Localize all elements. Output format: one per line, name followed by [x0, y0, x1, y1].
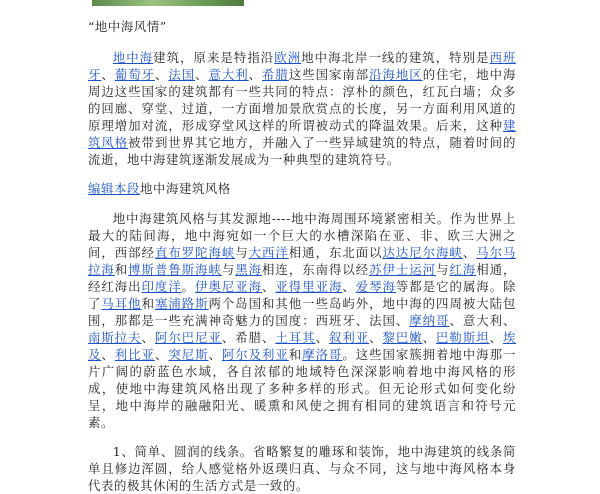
text-run: 这些国家南部: [288, 67, 370, 82]
wiki-link[interactable]: 大西洋: [248, 245, 289, 260]
text-run: 和: [288, 347, 303, 362]
text-run: 和: [114, 262, 129, 277]
text-run: 、: [101, 347, 115, 362]
text-run: 被带到世界其它地方，并融入了一些异域建筑的特点，随着时间的流逝，地中海建筑逐渐发展成为一种典型的建筑符号。: [88, 135, 516, 167]
wiki-link[interactable]: 阿尔及利亚: [221, 347, 289, 362]
wiki-link[interactable]: 阿尔巴尼亚: [154, 330, 222, 345]
wiki-link[interactable]: 意大利: [208, 67, 249, 82]
wiki-link[interactable]: 利比亚: [114, 347, 155, 362]
text-run: 、: [342, 279, 356, 294]
text-run: 、: [315, 330, 329, 345]
wiki-link[interactable]: 突尼斯: [168, 347, 209, 362]
text-run: 和: [141, 296, 155, 311]
text-run: 等都是它的属海。除了: [88, 279, 516, 311]
wiki-link[interactable]: 马尔马拉海: [88, 245, 516, 277]
article-content: [88, 18, 516, 494]
text-run: 、: [422, 330, 437, 345]
wiki-link[interactable]: 塞浦路斯: [154, 296, 209, 311]
text-run: 的住宅，地中海周边这些国家的建筑都有一些共同的特点：淳朴的颜色，红瓦白墙；众多的回廊、穿堂、过道，一方面增加景欣赏点的长度，另一方面利用风道的原理增加对流，形成穿堂风这样的所谓被动式的降温效果。后来，这种: [88, 67, 516, 133]
wiki-link[interactable]: 南斯拉夫: [88, 330, 142, 345]
body-paragraph: [88, 210, 516, 431]
text-run: 、: [262, 279, 276, 294]
wiki-link[interactable]: 达达尼尔海峡: [382, 245, 463, 260]
list-item-1: 1、简单、圆润的线条。省略繁复的雕琢和装饰，地中海建筑的线条简单且修边浑圆，给人感觉格外返璞归真、与众不同，这与地中海风格本身代表的极其休闲的生活方式是一致的。: [88, 444, 516, 493]
section-heading: [88, 180, 516, 197]
wiki-link[interactable]: 葡萄牙: [114, 67, 155, 82]
text-run: 、: [101, 67, 115, 82]
text-run: 、: [248, 67, 263, 82]
wiki-link[interactable]: 直布罗陀海峡: [154, 245, 236, 260]
wiki-link[interactable]: 马耳他: [101, 296, 142, 311]
text-run: 、: [462, 245, 477, 260]
wiki-link[interactable]: 摩洛哥: [302, 347, 343, 362]
text-run: 相通，东北面以: [288, 245, 383, 260]
text-run: 、: [141, 330, 155, 345]
text-run: 、: [369, 330, 383, 345]
wiki-link[interactable]: 沿海地区: [369, 67, 423, 82]
text-run: 与: [235, 245, 249, 260]
wiki-link[interactable]: 苏伊士运河: [369, 262, 437, 277]
text-run: 与: [436, 262, 450, 277]
text-run: 、: [195, 67, 209, 82]
wiki-link[interactable]: 埃及: [88, 330, 516, 362]
wiki-link[interactable]: 亚得里亚海: [275, 279, 343, 294]
wiki-link[interactable]: 黎巴嫩: [382, 330, 423, 345]
text-run: 、: [489, 330, 503, 345]
text-run: 。这些国家簇拥着地中海那一片广阔的蔚蓝色水域，各自浓郁的地域特色深深影响着地中海风格的形成，使地中海建筑风格出现了多种多样的形式。但无论形式如何变化纷呈，地中海岸的融融阳光、暖熏和风使之拥有相同的建筑语言和符号元素。: [88, 347, 516, 430]
wiki-link[interactable]: 建筑风格: [88, 118, 516, 150]
text-run: 、: [154, 67, 169, 82]
wiki-link[interactable]: 欧洲: [274, 50, 302, 65]
wiki-link[interactable]: 希腊: [262, 67, 289, 82]
section-title: 地中海建筑风格: [139, 181, 231, 196]
text-run: 与: [221, 262, 236, 277]
header-photo: [92, 0, 244, 6]
wiki-link[interactable]: 博斯普鲁斯海峡: [128, 262, 222, 277]
edit-section-link[interactable]: 编辑本段: [88, 181, 140, 196]
wiki-link[interactable]: 爱琴海: [355, 279, 396, 294]
text-run: 、希腊、: [221, 330, 276, 345]
wiki-link[interactable]: 叙利亚: [328, 330, 370, 345]
wiki-link[interactable]: 黑海: [235, 262, 263, 277]
wiki-link[interactable]: 伊奥尼亚海: [195, 279, 263, 294]
text-run: 、意大利、: [449, 313, 517, 328]
wiki-link[interactable]: 红海: [449, 262, 477, 277]
wiki-link[interactable]: 地中海: [112, 50, 154, 65]
wiki-link[interactable]: 巴勒斯坦: [436, 330, 490, 345]
article-title: “地中海风情”: [88, 19, 167, 34]
wiki-link[interactable]: 摩纳哥: [409, 313, 450, 328]
text-run: 地中海北岸一线的建筑，特别是: [301, 50, 490, 65]
text-run: 相通，经红海出: [88, 262, 517, 294]
wiki-link[interactable]: 西班牙: [88, 50, 517, 82]
wiki-link[interactable]: 土耳其: [275, 330, 316, 345]
text-run: 。: [181, 279, 196, 294]
text-run: 、: [208, 347, 222, 362]
text-run: 地中海建筑风格与其发源地----地中海周围环境紧密相关。作为世界上最大的陆间海，地中海宛如一个巨大的水槽深陷在亚、非、欧三大洲之间，西部经: [88, 211, 516, 260]
wiki-link[interactable]: 法国: [168, 67, 196, 82]
text-run: 建筑，原来是特指沿: [153, 50, 275, 65]
intro-paragraph: [88, 49, 516, 168]
wiki-link[interactable]: 印度洋: [141, 279, 182, 294]
text-run: 两个岛国和其他一些岛屿外，地中海的四周被大陆包围，那都是一些充满神奇魅力的国度：西班牙、法国、: [88, 296, 516, 328]
text-run: 、: [154, 347, 169, 362]
text-run: 相连，东南得以经: [262, 262, 370, 277]
